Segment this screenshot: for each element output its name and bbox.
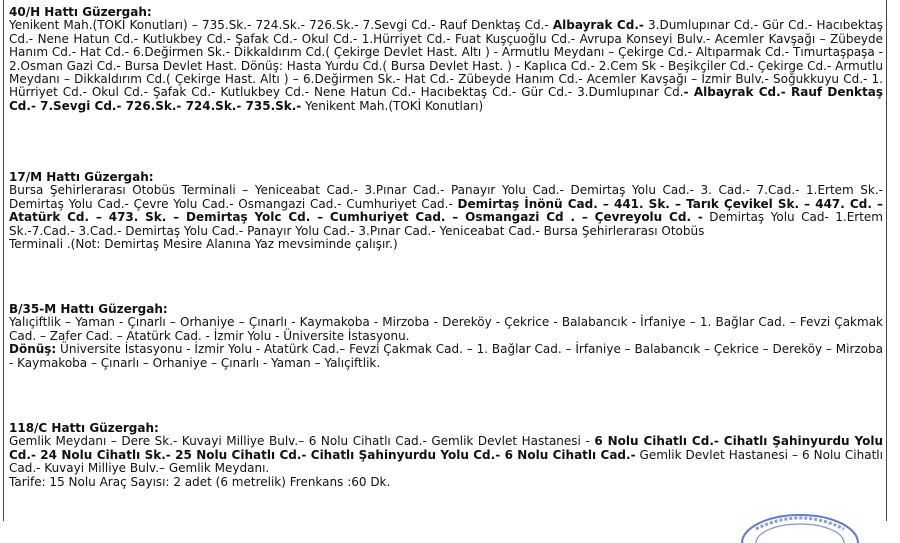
route-stop-bold: - Albayrak Cd.- Rauf Denktaş Cd.- 7.Sevgi Cd.- 726.Sk.- 724.Sk.- 735.Sk.- [9, 85, 884, 113]
route-stop-text: Bursa Şehirlerarası Otobüs Terminali – Yeniceabat Cad.- 3.Pınar Cad.- Panayır Yolu Cad.- Demirtaş Yolu Cad.- 3. Cad.- 7.Cad.- 1.Ertem Sk.- Demirtaş Yolu Cad.- Çevre Yolu Cad.- Osmangazi Cad.- Cumhuriyet Cad.- [9, 183, 883, 211]
right-border-line [886, 0, 887, 521]
route-stop-text: Yenikent Mah.(TOKİ Konutları) [301, 98, 484, 113]
route-body [9, 19, 883, 113]
route-body [9, 184, 883, 251]
route-title: B/35-M Hattı Güzergah: [9, 302, 168, 316]
route-stop-text: Yenikent Mah.(TOKİ Konutları) – 735.Sk.- 724.Sk.- 726.Sk.- 7.Sevgi Cd.- Rauf Denktaş Cd.- [9, 18, 553, 33]
route-stop-text: 3.Dumlupınar Cd.- Gür Cd.- Hacıbektaş Cd.- Nene Hatun Cd.- Kutlukbey Cd.- Şafak Cd.- Okul Cd.- 1.Hürriyet Cd.- Fuat Kuşçuoğlu Cd.- Avrupa Konseyi Bulv.- Acemler Kavşağı – Zübeyde Hanım Cd.- Hat Cd.- 6.Değirmen Sk.- Dikkaldırım Cd.( Çekirge Devlet Hast. Altı ) - Armutlu Meydanı – Çekirge Cd.- Altıparmak Cd.- Tımurtaşpaşa - 2.Osman Gazi Cd.- Bursa Devlet Hast. Dönüş: Hasta Yurdu Cd.( Bursa Devlet Hast. ) - Kaplıca Cd.- 2.Cem Sk - Beşikçiler Cd.- Çekirge Cd.- Armutlu Meydanı – Dikkaldırım Cd.( Çekirge Hast. Altı ) – 6.Değirmen Sk.- Hat Cd.- Zübeyde Hanım Cd.- Acemler Kavşağı – İzmir Bulv.- Soğukkuyu Cd.- 1. Hürriyet Cd.- Okul Cd.- Şafak Cd.- Kutlukbey Cd.- Nene Hatun Cd.- Hacıbektaş Cd.- Gür Cd.- 3.Dumlupınar Cd. [9, 18, 884, 100]
route-stop-text: Gemlik Devlet Hastanesi – 6 Nolu Cihatlı Cad.- Kuvayi Milliye Bulv.– Gemlik Meydanı. [9, 447, 883, 476]
route-stop-text: Üniversite İstasyonu - İzmir Yolu - Atatürk Cad.– Fevzi Çakmak Cad. – 1. Bağlar Cad. – İrfaniye – Balabancık – Çekrice – Dereköy – Mirzoba - Kaymakoba – Çınarlı – Orhaniye – Çınarlı - Yaman – Yalıçiftlik. [9, 342, 883, 370]
route-stop-bold: Dönüş: [9, 342, 57, 357]
route-stop-bold: Albayrak Cd.- [552, 18, 644, 33]
left-border-line [3, 0, 4, 521]
route-body [9, 316, 883, 370]
route-stop-text: Tarife: 15 Nolu Araç Sayısı: 2 adet (6 metrelik) Frenkans :60 Dk. [9, 474, 391, 489]
route-section-40h [9, 6, 883, 113]
route-title: 40/H Hattı Güzergah: [9, 5, 152, 19]
route-paragraph [9, 476, 883, 489]
route-stop-bold: Demirtaş İnönü Cad. – 441. Sk. – Tarık Çevikel Sk. – 447. Cd. – Atatürk Cd. – 473. Sk. – Demirtaş Yolc Cd. – Cumhuriyet Cad. – Osmangazi Cd . – Çevreyolu Cd. - [9, 196, 883, 225]
route-paragraph [9, 19, 883, 113]
route-stop-text: Yalıçiftlik – Yaman - Çınarlı – Orhaniye – Çınarlı - Kaymakoba - Mirzoba - Dereköy - Çekrice - Balabancık - İrfaniye – 1. Bağlar Cad. – Fevzi Çakmak Cad. – Zafer Cad. – Atatürk Cad. - İzmir Yolu - Üniversite İstasyonu. [9, 315, 883, 343]
route-title: 17/M Hattı Güzergah: [9, 170, 154, 184]
route-paragraph [9, 435, 883, 475]
route-paragraph [9, 316, 883, 343]
route-stop-text: Demirtaş Yolu Cad- 1.Ertem Sk.-7.Cad.- 3.Cad.- Demirtaş Yolu Cad.- Panayır Yolu Cad.- 3.Pınar Cad.- Yeniceabat Cad.- Bursa Şehirlerarası Otobüs [9, 210, 883, 238]
route-stop-text: Terminali .(Not: Demirtaş Mesire Alanına Yaz mevsiminde çalışır.) [9, 237, 398, 252]
official-stamp-seal [726, 503, 866, 543]
route-paragraph [9, 238, 883, 251]
route-body [9, 435, 883, 489]
route-stop-text: Gemlik Meydanı – Dere Sk.- Kuvayi Milliye Bulv.– 6 Nolu Cihatlı Cad.- Gemlik Devlet Hastanesi - [9, 434, 595, 449]
route-section-118c [9, 422, 883, 489]
route-section-b35m [9, 303, 883, 370]
route-stop-bold: 6 Nolu Cihatlı Cd.- Cihatlı Şahinyurdu Yolu Cd.- 24 Nolu Cihatlı Sk.- 25 Nolu Cihatlı Cd.- Cihatlı Şahinyurdu Yolu Cd.- 6 Nolu Cihatlı Cad.- [9, 434, 883, 462]
route-section-17m [9, 171, 883, 251]
route-paragraph [9, 343, 883, 370]
route-paragraph [9, 184, 883, 238]
route-title: 118/C Hattı Güzergah: [9, 421, 159, 435]
